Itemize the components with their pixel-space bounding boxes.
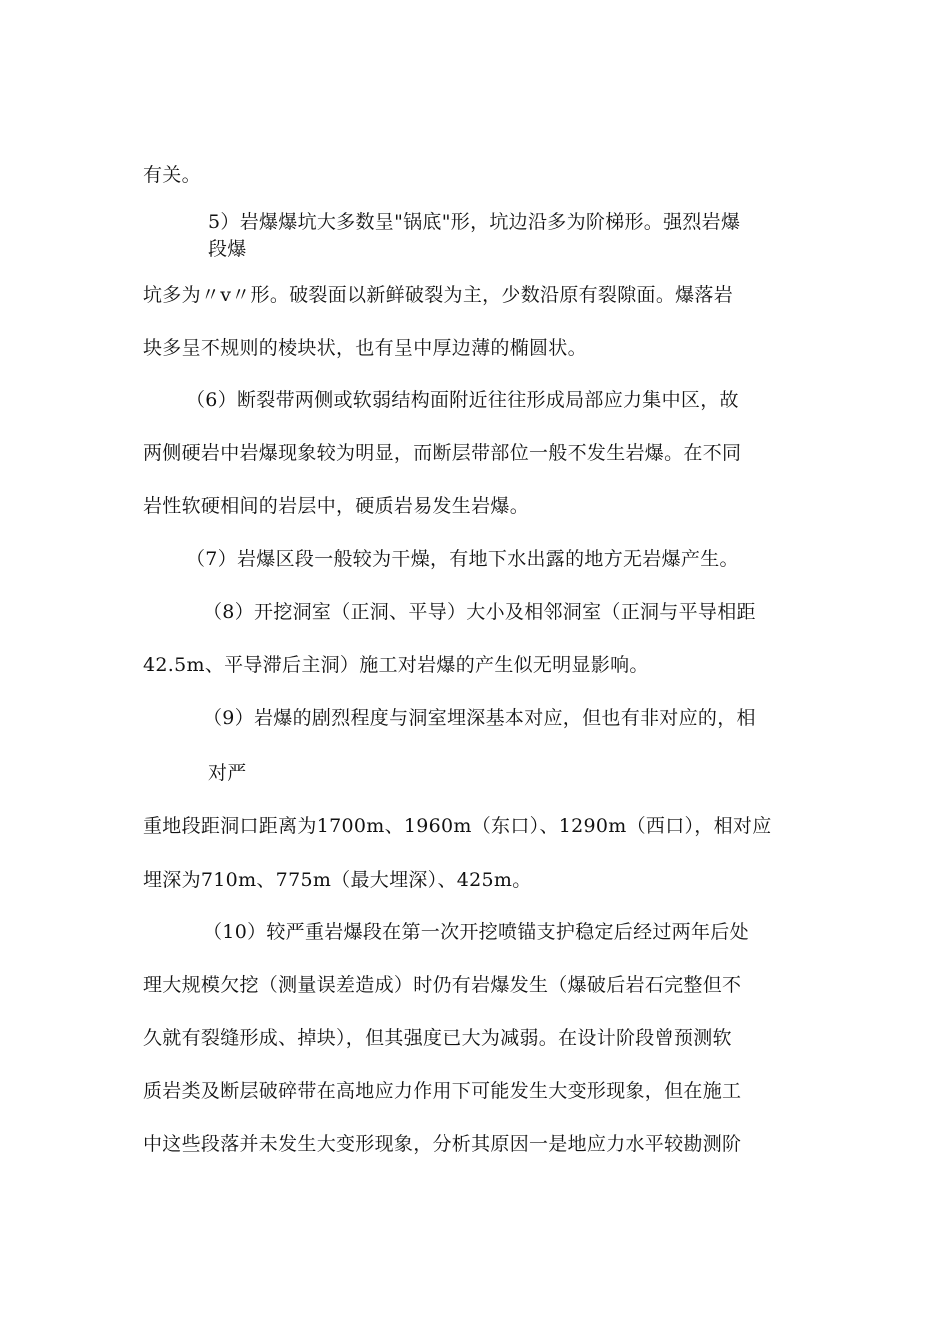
text-line: 中这些段落并未发生大变形现象，分析其原因一是地应力水平较勘测阶	[143, 1133, 742, 1155]
text-line: 5）岩爆爆坑大多数呈"锅底"形，坑边沿多为阶梯形。强烈岩爆	[208, 211, 741, 233]
text-line: （9）岩爆的剧烈程度与洞室埋深基本对应，但也有非对应的，相	[203, 707, 756, 729]
text-line: 岩性软硬相间的岩层中，硬质岩易发生岩爆。	[143, 495, 530, 517]
text-line: 对严	[208, 762, 247, 784]
text-line: 块多呈不规则的棱块状，也有呈中厚边薄的椭圆状。	[143, 337, 587, 359]
text-line: 段爆	[208, 238, 247, 260]
text-line: 久就有裂缝形成、掉块），但其强度已大为减弱。在设计阶段曾预测软	[143, 1027, 732, 1049]
text-line: （6）断裂带两侧或软弱结构面附近往往形成局部应力集中区，故	[186, 389, 739, 411]
text-line: 重地段距洞口距离为1700m、1960m（东口）、1290m（西口），相对应	[143, 815, 772, 837]
text-line: 理大规模欠挖（测量误差造成）时仍有岩爆发生（爆破后岩石完整但不	[143, 974, 742, 996]
text-line: 两侧硬岩中岩爆现象较为明显，而断层带部位一般不发生岩爆。在不同	[143, 442, 742, 464]
text-line: 埋深为710m、775m（最大埋深）、425m。	[143, 869, 532, 891]
text-line: （8）开挖洞室（正洞、平导）大小及相邻洞室（正洞与平导相距	[203, 601, 756, 623]
text-line: 质岩类及断层破碎带在高地应力作用下可能发生大变形现象，但在施工	[143, 1080, 742, 1102]
text-line: （10）较严重岩爆段在第一次开挖喷锚支护稳定后经过两年后处	[203, 921, 749, 943]
text-line: 有关。	[143, 164, 201, 186]
text-line: 42.5m、平导滞后主洞）施工对岩爆的产生似无明显影响。	[143, 654, 649, 676]
text-line: 坑多为〃v〃形。破裂面以新鲜破裂为主，少数沿原有裂隙面。爆落岩	[143, 284, 734, 306]
text-line: （7）岩爆区段一般较为干燥，有地下水出露的地方无岩爆产生。	[186, 548, 739, 570]
